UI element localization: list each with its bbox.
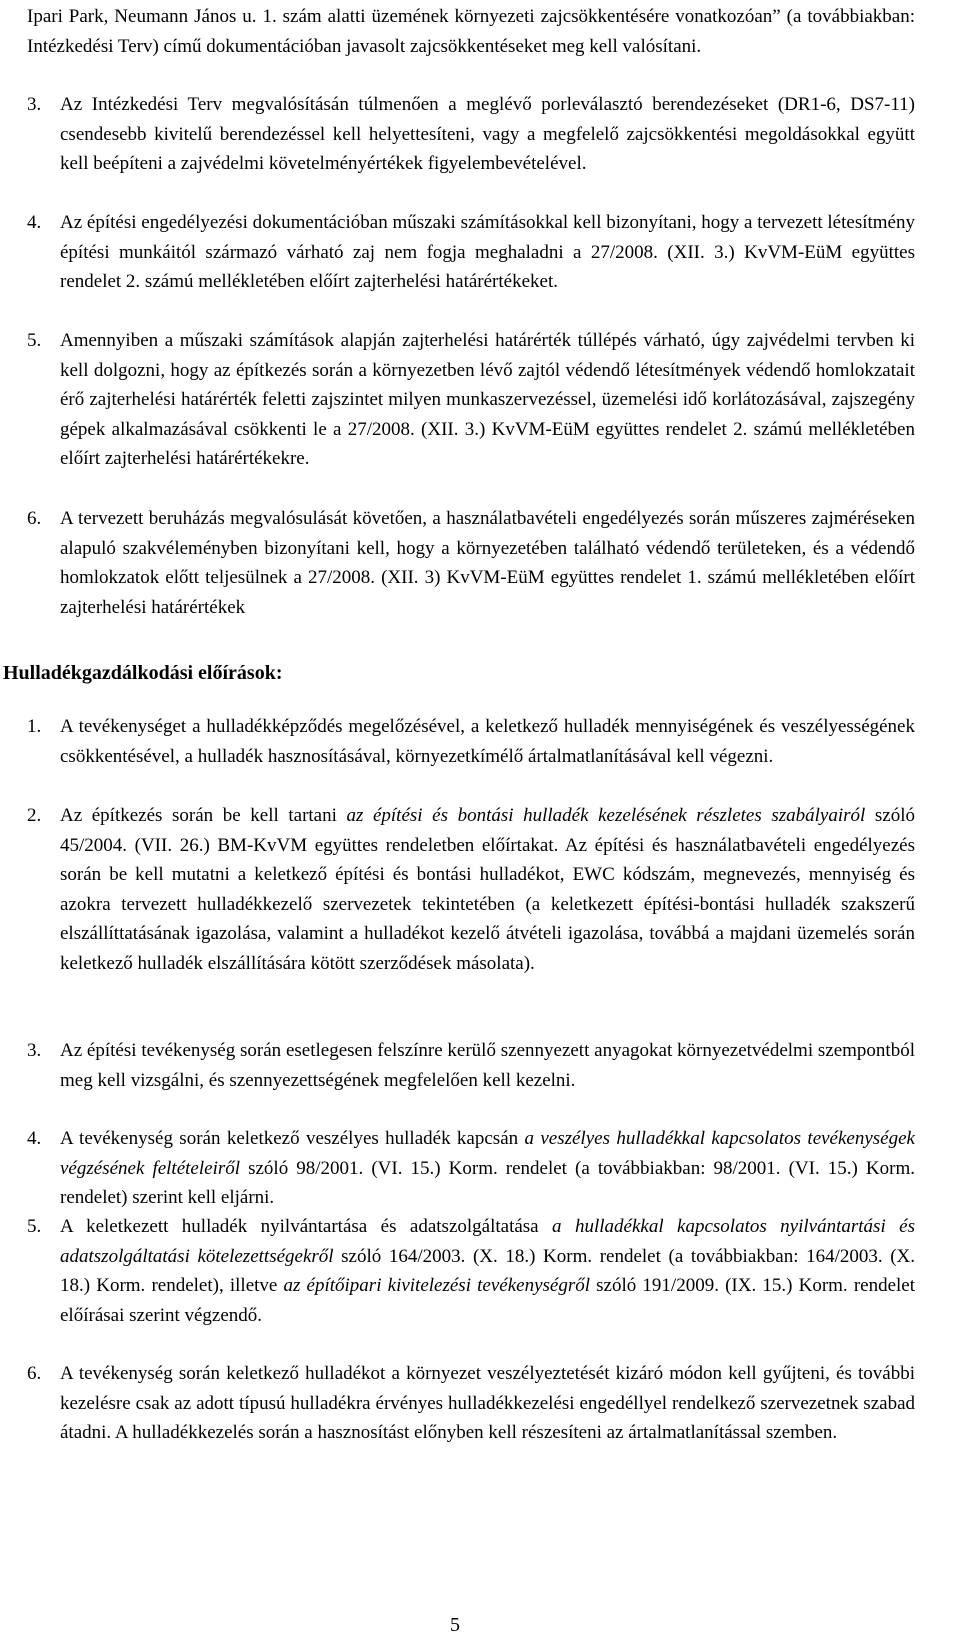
intro-paragraph: Ipari Park, Neumann János u. 1. szám alatti üzemének környezeti zajcsökkentésére vonatkozóan” (a továbbiakban: Intézkedési Terv) című dokumentációban javasolt zajcsökkentéseket meg kell valósítani. [27,6,915,57]
page-number: 5 [450,1614,460,1636]
waste-item-6 [27,1359,915,1448]
section-heading: Hulladékgazdálkodási előírások: [3,662,283,684]
regulation-title: az építőipari kivitelezési tevékenységről [283,1275,591,1296]
item-text: A tevékenység során keletkező hulladékot a környezet veszélyeztetését kizáró módon kell gyűjteni, és további kezelésre csak az adott típusú hulladékra érvényes hulladékkezelési engedéllyel rendelkező szervezetnek szabad átadni. A hulladékkezelés során a hasznosítást előnyben kell részesíteni az ártalmatlanítással szemben. [60,1363,915,1443]
item-text: A tevékenységet a hulladékképződés megelőzésével, a keletkező hulladék mennyiségének és veszélyességének csökkentésével, a hulladék hasznosításával, környezetkímélő ártalmatlanításával kell végezni. [60,716,915,767]
item-number: 4. [27,212,42,233]
item-text: A keletkezett hulladék nyilvántartása és adatszolgáltatása a hulladékkal kapcsolatos nyilvántartási és adatszolgáltatási kötelezettségekről szóló 164/2003. (X. 18.) Korm. rendelet (a továbbiakban: 164/2003. (X. 18.) Korm. rendelet), illetve az építőipari kivitelezési tevékenységről szóló 191/2009. (IX. 15.) Korm. rendelet előírásai szerint végzendő. [60,1216,916,1326]
item-number: 2. [27,805,42,826]
item-number: 5. [27,330,42,351]
item-number: 5. [27,1216,42,1237]
item-text: Az Intézkedési Terv megvalósításán túlmenően a meglévő porleválasztó berendezéseket (DR1-6, DS7-11) csendesebb kivitelű berendezéssel kell helyettesíteni, vagy a megfelelő zajcsökkentési megoldásokkal együtt kell beépíteni a zajvédelmi követelményértékek figyelembevételével. [60,94,915,174]
item-number: 4. [27,1128,42,1149]
item-text: A tervezett beruházás megvalósulását követően, a használatbavételi engedélyezés során műszeres zajméréseken alapuló szakvéleményben bizonyítani kell, hogy a környezetében található védendő területeken, és a védendő homlokzatok előtt teljesülnek a 27/2008. (XII. 3) KvVM-EüM együttes rendelet 1. számú mellékletében előírt zajterhelési határértékek [60,508,915,618]
noise-item-5 [27,326,915,474]
item-text: Az építési tevékenység során esetlegesen felszínre kerülő szennyezett anyagokat környezetvédelmi szempontból meg kell vizsgálni, és szennyezettségének megfelelően kell kezelni. [60,1040,915,1091]
regulation-title: a hulladékkal kapcsolatos nyilvántartási és adatszolgáltatási kötelezettségekről [60,1216,915,1267]
noise-item-6 [27,504,915,622]
item-number: 6. [27,1363,42,1384]
regulation-title: a veszélyes hulladékkal kapcsolatos tevékenységek végzésének feltételeiről [60,1128,915,1179]
waste-item-5 [27,1212,915,1330]
waste-item-4 [27,1124,915,1213]
waste-item-3 [27,1036,915,1095]
noise-item-4 [27,208,915,297]
waste-item-1 [27,712,915,771]
noise-item-3 [27,90,915,179]
item-text: Az építkezés során be kell tartani az építési és bontási hulladék kezelésének részletes szabályairól szóló 45/2004. (VII. 26.) BM-KvVM együttes rendeletben előírtakat. Az építési és használatbavételi engedélyezés során be kell mutatni a keletkező építési és bontási hulladékot, EWC kódszám, megnevezés, mennyiség és azokra tervezett hulladékkezelő szervezetek tekintetében (a keletkezett építési-bontási hulladék szakszerű elszállíttatásának igazolása, valamint a hulladékot kezelő átvételi igazolása, továbbá a majdani üzemelés során keletkező hulladék elszállítására kötött szerződések másolata). [60,805,915,974]
item-text: A tevékenység során keletkező veszélyes hulladék kapcsán a veszélyes hulladékkal kapcsolatos tevékenységek végzésének feltételeiről szóló 98/2001. (VI. 15.) Korm. rendelet (a továbbiakban: 98/2001. (VI. 15.) Korm. rendelet) szerint kell eljárni. [60,1128,915,1208]
item-number: 3. [27,94,42,115]
item-text: Amennyiben a műszaki számítások alapján zajterhelési határérték túllépés várható, úgy zajvédelmi tervben ki kell dolgozni, hogy az építkezés során a környezetben lévő zajtól védendő létesítmények védendő homlokzatait érő zajterhelési határérték feletti zajszintet milyen munkaszervezéssel, üzemelési idő korlátozásával, zajszegény gépek alkalmazásával csökkenti le a 27/2008. (XII. 3.) KvVM-EüM együttes rendelet 2. számú mellékletében előírt zajterhelési határértékekre. [60,330,915,469]
item-text: Az építési engedélyezési dokumentációban műszaki számításokkal kell bizonyítani, hogy a tervezett létesítmény építési munkáitól származó várható zaj nem fogja meghaladni a 27/2008. (XII. 3.) KvVM-EüM együttes rendelet 2. számú mellékletében előírt zajterhelési határértékeket. [60,212,915,292]
item-number: 3. [27,1040,42,1061]
item-number: 6. [27,508,42,529]
regulation-title: az építési és bontási hulladék kezelésének részletes szabályairól [346,805,866,826]
item-number: 1. [27,716,42,737]
waste-item-2 [27,801,915,978]
